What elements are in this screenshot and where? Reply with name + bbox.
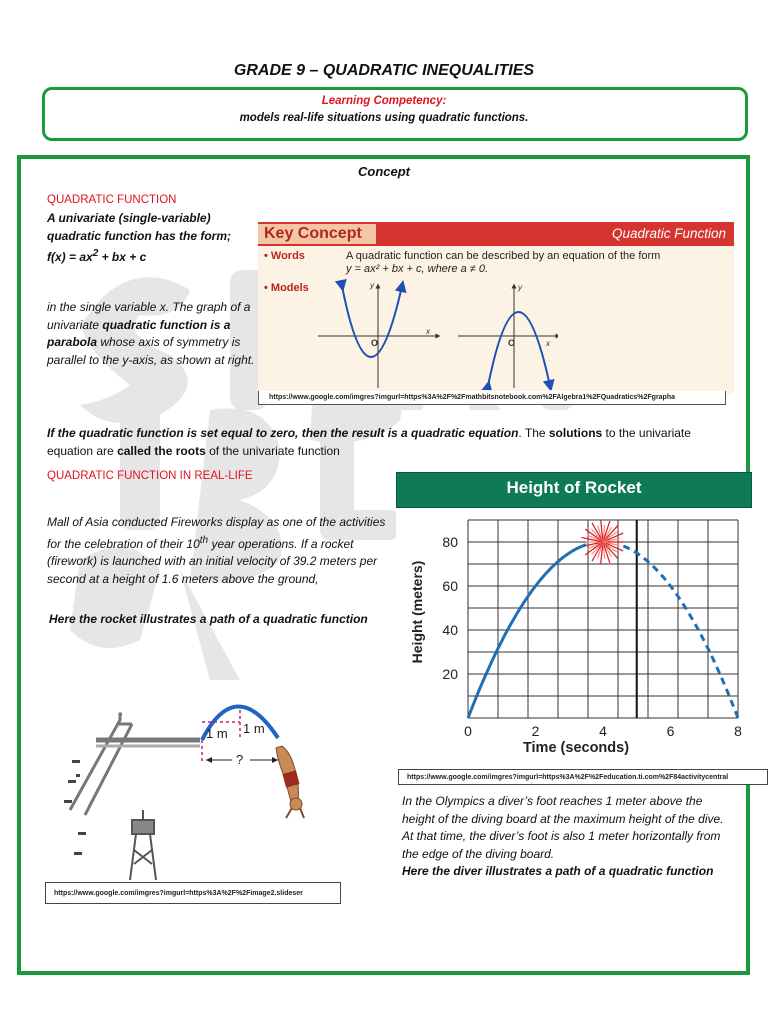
model2-y-label: y [518,283,522,292]
y-tick-label: 60 [442,578,458,594]
concept-heading: Concept [358,164,410,179]
competency-label: Learning Competency: [321,95,447,107]
source-link-rocket[interactable]: https://www.google.com/imgres?imgurl=https%3A%2F%2Feducation.ti.com%2F84activitycentral [398,769,768,785]
key-concept-title: Key Concept [258,224,376,244]
mall-superscript: th [199,534,209,546]
y-tick-label: 40 [442,622,458,638]
rocket-path-descent [623,546,738,718]
roots-bold-1: If the quadratic function is set equal to zero, then the result is a quadratic equation [47,426,519,440]
tower [130,810,156,880]
formula-suffix: + bx + c [98,250,147,264]
mall-text-2: year operations. If a rocket (firework) is launched with an initial velocity of 39.2 meters per second at a height of 1.6 meters above the ground, [47,536,378,586]
roots-text-2: to the univariate equation are [47,426,691,458]
diver-text-bold: Here the diver illustrates a path of a quadratic function [402,864,714,878]
parabola-text-1: in the single variable x. The graph of a univariate [47,300,251,332]
rocket-caption: Here the rocket illustrates a path of a quadratic function [49,612,368,626]
diver-illustration [60,700,390,880]
x-tick-label: 2 [531,723,540,739]
key-concept-words-text: A quadratic function can be described by an equation of the form [346,250,661,262]
roots-bold-3: called the roots [117,443,206,458]
key-concept-figure [258,222,734,394]
definition-text: A univariate (single-variable) quadratic function has the form; [47,211,232,243]
downward-parabola [488,312,550,386]
diver-text-body: In the Olympics a diver’s foot reaches 1 meter above the height of the diving board at the maximum height of the dive. At that time, the diver’s foot is also 1 meter horizontally from the edge of the diving board. [402,794,724,861]
chart-grid [468,520,738,718]
x-tick-label: 4 [599,723,607,739]
y-tick-label: 80 [442,534,458,550]
roots-text-1: . The [518,426,549,440]
key-concept-equation: y = ax² + bx + c, where a ≠ 0. [346,263,489,275]
model1-y-label: y [370,281,374,290]
roots-text-3: of the univariate function [205,443,340,458]
parabola-text-bold: quadratic function is a parabola [47,317,231,349]
source-link-diver[interactable]: https://www.google.com/imgres?imgurl=https%3A%2F%2Fimage2.slideser [45,882,341,904]
rocket-chart [396,508,756,770]
rocket-path-ascent [468,545,586,718]
model2-origin: O [508,338,516,348]
chart-ticks [442,534,742,739]
model2-x-label: x [546,339,550,348]
x-tick-label: 8 [734,723,742,739]
diving-platform [70,714,200,815]
mall-text-1: Mall of Asia conducted Fireworks display as one of the activities for the celebration of their 10 [47,515,386,551]
rocket-chart-figure [396,472,756,772]
formula-prefix: f(x) = ax [47,250,93,264]
parabola-text-2: whose axis of symmetry is parallel to the y-axis, as shown at right. [47,335,255,367]
key-concept-models-label: • Models [264,282,309,294]
label-horizontal-1m: 1 m [206,726,228,741]
formula-exponent: 2 [92,248,99,259]
diver-figure [276,746,304,818]
mall-of-asia-paragraph [47,514,387,588]
quadratic-function-definition [47,210,252,267]
formula [47,250,146,264]
source-link-key-concept[interactable]: https://www.google.com/imgres?imgurl=https%3A%2F%2Fmathbitsnotebook.com%2FAlgebra1%2FQuadratics%2Fgrapha [258,391,726,405]
chart-y-label: Height (meters) [409,560,425,664]
parabola-description [47,299,259,369]
diver-paragraph [402,793,732,881]
quadratic-function-heading: QUADRATIC FUNCTION [47,194,177,206]
competency-text: models real-life situations using quadratic functions. [239,112,529,124]
model1-origin: O [371,338,379,348]
model1-x-label: x [426,327,430,336]
parabola-models [318,278,558,390]
chart-x-label: Time (seconds) [522,740,630,756]
rocket-chart-title: Height of Rocket [506,478,642,497]
key-concept-subtitle: Quadratic Function [611,226,726,241]
roots-bold-2: solutions [548,426,603,440]
label-vertical-1m: 1 m [243,721,265,736]
y-tick-label: 20 [442,666,458,682]
x-tick-label: 0 [464,723,472,739]
x-tick-label: 6 [666,723,675,739]
page-title: GRADE 9 – QUADRATIC INEQUALITIES [233,62,535,79]
ladder-rungs [64,760,86,855]
label-unknown-distance: ? [236,752,244,767]
roots-paragraph [47,425,737,460]
real-life-heading: QUADRATIC FUNCTION IN REAL-LIFE [47,470,253,482]
key-concept-words-label: • Words [264,250,305,262]
